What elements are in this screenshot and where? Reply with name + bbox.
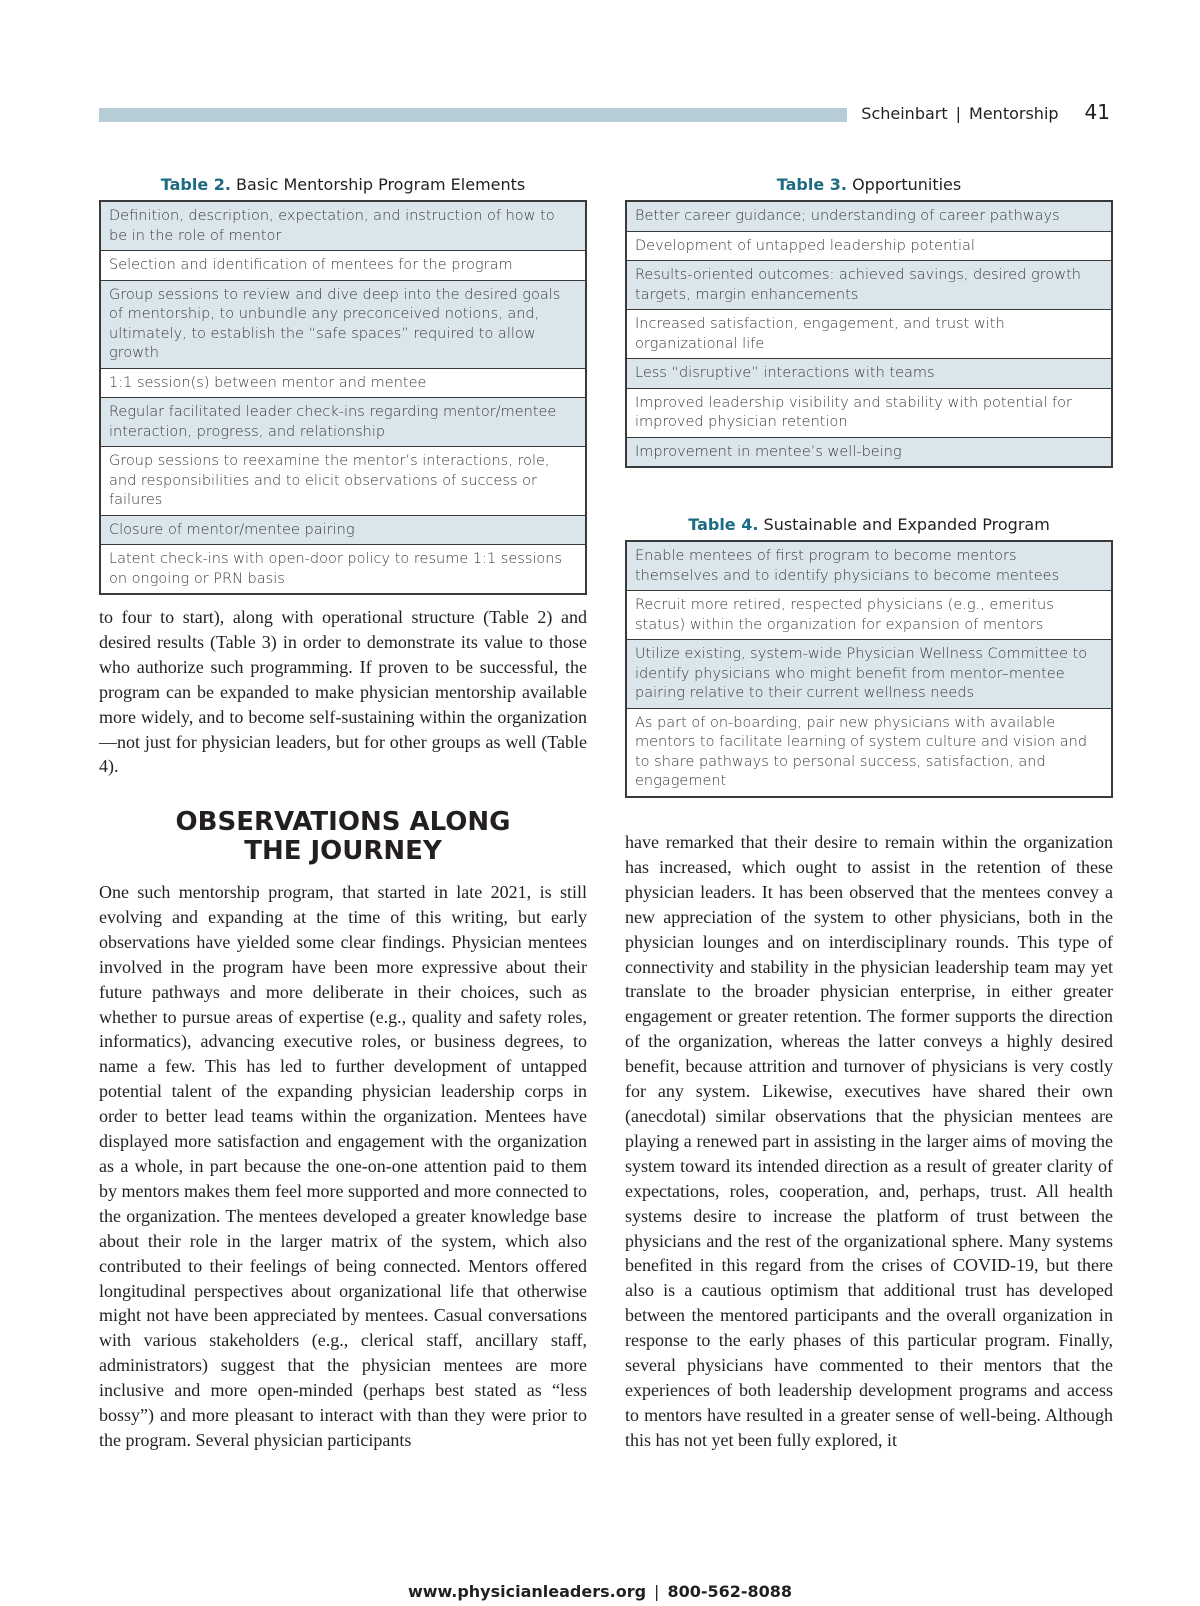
- footer-website[interactable]: www.physicianleaders.org: [407, 1582, 647, 1601]
- table-row: [100, 398, 586, 447]
- table-cell: Definition, description, expectation, and instruction of how to be in the role of mentor: [100, 201, 586, 251]
- left-body-paragraph: One such mentorship program, that started in late 2021, is still evolving and expanding at the time of this writing, but early observations have yielded some clear findings. Physician mentees involved in the program have been more expressive about their future pathways and more deliberate in their choices, such as whether to pursue areas of expertise (e.g., quality and safety roles, informatics), advancing executive roles, or business degrees, to name a few. This has led to further development of untapped potential talent of the expanding physician leadership corps in order to better lead teams within the organization. Mentees have displayed more satisfaction and engagement with the organization as a whole, in part because the one-on-one attention paid to them by mentors makes them feel more supported and more connected to the organization. The mentees developed a greater knowledge base about their role in the larger matrix of the system, which also contributed to their feelings of being connected. Mentors offered longitudinal perspectives about organizational life that otherwise might not have been appreciated by mentees. Casual conversations with various stakeholders (e.g., clerical staff, ancillary staff, administrators) suggest that the physician mentees are more inclusive and more open-minded (perhaps best stated as “less bossy”) and more pleasant to interact with than they were prior to the program. Several physician participants: [99, 882, 587, 1450]
- footer-phone: 800-562-8088: [667, 1582, 793, 1601]
- table-3-caption: [625, 175, 1113, 194]
- table-row: [626, 310, 1112, 359]
- right-column-body: [625, 830, 1113, 1453]
- table-row: [626, 640, 1112, 709]
- page-number: 41: [1084, 100, 1110, 124]
- table-cell: Less “disruptive” interactions with teams: [626, 359, 1112, 389]
- table-cell: Closure of mentor/mentee pairing: [100, 515, 586, 545]
- section-heading: [99, 808, 587, 866]
- table-row: [626, 591, 1112, 640]
- table-4-grid: [625, 540, 1113, 798]
- table-cell: Development of untapped leadership potential: [626, 231, 1112, 261]
- table-cell: Group sessions to reexamine the mentor’s interactions, role, and responsibilities and to elicit observations of success or failures: [100, 447, 586, 516]
- right-body-paragraph: have remarked that their desire to remain within the organization has increased, which ought to assist in the retention of these physician leaders. It has been observed that the mentees convey a new appreciation of the system to other physicians, both in the physician lounges and on interdisciplinary rounds. This type of connectivity and stability in the physician leadership team may yet translate to the broader physician enterprise, in either greater engagement or greater retention. The former supports the direction of the organization, whereas the latter conveys a highly desired benefit, because attrition and turnover of physicians is very costly for any system. Likewise, executives have shared their own (anecdotal) similar observations that the physician mentees are playing a renewed part in assisting in the larger aims of moving the system toward its intended direction as a result of greater clarity of expectations, roles, cooperation, and, perhaps, trust. All health systems desire to increase the platform of trust between the physicians and the rest of the organizational sphere. Many systems benefited in this regard from the crises of COVID-19, but there also is a cautious optimism that additional trust has developed between the mentored participants and the overall organization in response to the early phases of this particular program. Finally, several physicians have commented to their mentors that the experiences of both leadership development programs and access to mentors have resulted in a greater sense of well-being. Although this has not yet been fully explored, it: [625, 832, 1113, 1450]
- table-row: [100, 201, 586, 251]
- table-row: [626, 708, 1112, 797]
- header-author: Scheinbart: [861, 104, 948, 123]
- table-3-label: Table 3.: [776, 175, 847, 194]
- table-row: [100, 368, 586, 398]
- intro-paragraph: to four to start), along with operational structure (Table 2) and desired results (Table 3) in order to demonstrate its value to those who authorize such programming. If proven to be successful, the program can be expanded to make physician mentorship available more widely, and to become self-sustaining within the organization—not just for physician leaders, but for other groups as well (Table 4).: [99, 607, 587, 777]
- header-section: Mentorship: [969, 104, 1059, 123]
- table-row: [626, 261, 1112, 310]
- section-heading-line-2: THE JOURNEY: [244, 836, 442, 866]
- table-cell: Recruit more retired, respected physicians (e.g., emeritus status) within the organization for expansion of mentors: [626, 591, 1112, 640]
- table-row: [626, 437, 1112, 467]
- footer-separator: |: [654, 1582, 660, 1601]
- header-rule-bar: [99, 108, 847, 122]
- table-cell: Improved leadership visibility and stability with potential for improved physician retention: [626, 388, 1112, 437]
- table-4-caption: [625, 515, 1113, 534]
- table-2: [99, 175, 587, 595]
- table-row: [626, 388, 1112, 437]
- table-cell: Group sessions to review and dive deep into the desired goals of mentorship, to unbundle any preconceived notions, and, ultimately, to establish the “safe spaces” required to allow growth: [100, 280, 586, 368]
- table-2-caption: [99, 175, 587, 194]
- header-separator: |: [955, 104, 962, 123]
- table-cell: Regular facilitated leader check-ins regarding mentor/mentee interaction, progress, and relationship: [100, 398, 586, 447]
- table-cell: Latent check-ins with open-door policy to resume 1:1 sessions on ongoing or PRN basis: [100, 545, 586, 595]
- table-row: [100, 515, 586, 545]
- table-cell: Better career guidance; understanding of career pathways: [626, 201, 1112, 231]
- table-cell: Selection and identification of mentees for the program: [100, 251, 586, 281]
- table-2-title: Basic Mentorship Program Elements: [236, 175, 526, 194]
- left-column-intro: [99, 605, 587, 779]
- table-4-title: Sustainable and Expanded Program: [763, 515, 1050, 534]
- table-3: [625, 175, 1113, 468]
- page-footer: [0, 1582, 1200, 1601]
- table-cell: Enable mentees of first program to become mentors themselves and to identify physicians to become mentees: [626, 541, 1112, 591]
- table-row: [626, 359, 1112, 389]
- left-column-body: [99, 880, 587, 1453]
- table-cell: As part of on-boarding, pair new physicians with available mentors to facilitate learning of system culture and vision and to share pathways to personal success, satisfaction, and engagement: [626, 708, 1112, 797]
- table-row: [100, 251, 586, 281]
- table-4-label: Table 4.: [688, 515, 759, 534]
- table-row: [626, 201, 1112, 231]
- table-row: [100, 545, 586, 595]
- table-row: [100, 280, 586, 368]
- table-2-label: Table 2.: [160, 175, 231, 194]
- running-header: [861, 100, 1110, 124]
- table-row: [626, 541, 1112, 591]
- table-cell: 1:1 session(s) between mentor and mentee: [100, 368, 586, 398]
- table-2-grid: [99, 200, 587, 595]
- table-cell: Improvement in mentee’s well-being: [626, 437, 1112, 467]
- table-cell: Utilize existing, system-wide Physician Wellness Committee to identify physicians who might benefit from mentor–mentee pairing relative to their current wellness needs: [626, 640, 1112, 709]
- table-row: [626, 231, 1112, 261]
- table-3-grid: [625, 200, 1113, 468]
- section-heading-line-1: OBSERVATIONS ALONG: [175, 807, 511, 837]
- table-3-title: Opportunities: [852, 175, 962, 194]
- table-4: [625, 515, 1113, 798]
- table-row: [100, 447, 586, 516]
- table-cell: Increased satisfaction, engagement, and trust with organizational life: [626, 310, 1112, 359]
- table-cell: Results-oriented outcomes: achieved savings, desired growth targets, margin enhancements: [626, 261, 1112, 310]
